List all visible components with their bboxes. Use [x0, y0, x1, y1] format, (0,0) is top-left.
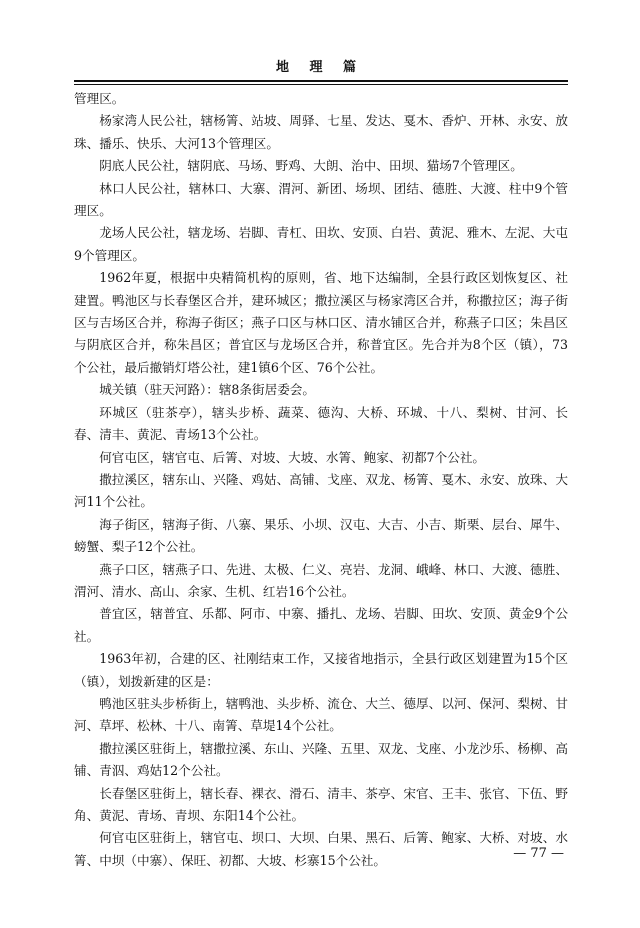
- paragraph: 何官屯区，辖官屯、后箐、对坡、大坡、水箐、鲍家、初都7个公社。: [99, 449, 486, 465]
- paragraph: 龙场人民公社，辖龙场、岩脚、青杠、田坎、安顶、白岩、黄泥、雅木、左泥、大屯9个管理区。: [74, 225, 568, 263]
- paragraph: 鸭池区驻头步桥街上，辖鸭池、头步桥、流仓、大兰、德厚、以河、保河、梨树、甘河、草坪、松林、十八、南箐、草堤14个公社。: [74, 695, 568, 734]
- paragraph: 海子街区，辖海子街、八寨、果乐、小坝、汉屯、大吉、小吉、斯栗、层台、犀牛、螃蟹、梨子12个公社。: [74, 516, 568, 555]
- paragraph: 城关镇（驻天河路）：辖8条街居委会。: [99, 382, 315, 398]
- paragraph: 杨家湾人民公社，辖杨箐、站坡、周驿、七星、发达、戛木、香炉、开林、永安、放珠、播乐、快乐、大河13个管理区。: [74, 113, 568, 151]
- body-text: [74, 88, 568, 872]
- paragraph: 撒拉溪区，辖东山、兴隆、鸡姑、高铺、戈座、双龙、杨箐、戛木、永安、放珠、大河11个公社。: [74, 471, 568, 510]
- paragraph: 撒拉溪区驻街上，辖撒拉溪、东山、兴隆、五里、双龙、戈座、小龙沙乐、杨柳、高铺、青泅、鸡姑12个公社。: [74, 740, 568, 779]
- paragraph: 长春堡区驻街上，辖长春、裸衣、滑石、清丰、茶亭、宋官、王丰、张官、下伍、野角、黄泥、青场、青坝、东阳14个公社。: [74, 785, 568, 823]
- paragraph: 林口人民公社，辖林口、大寨、渭河、新团、场坝、团结、德胜、大渡、柱中9个管理区。: [74, 180, 568, 219]
- paragraph: 阴底人民公社，辖阴底、马场、野鸡、大朗、治中、田坝、猫场7个管理区。: [99, 158, 523, 174]
- paragraph: 1963年初，合建的区、社刚结束工作，又接省地指示，全县行政区划建置为15个区（镇），划拨新建的区是：: [74, 651, 568, 689]
- page-number: — 77 —: [513, 846, 564, 861]
- paragraph: 何官屯区驻街上，辖官屯、坝口、大坝、白果、黑石、后箐、鲍家、大桥、对坡、水箐、中坝（中寨）、保旺、初都、大坡、杉寨15个公社。: [74, 830, 568, 868]
- paragraph: 普宜区，辖普宜、乐都、阿市、中寨、播扎、龙场、岩脚、田坎、安顶、黄金9个公社。: [74, 606, 568, 644]
- paragraph: 环城区（驻茶亭），辖头步桥、蔬菜、德沟、大桥、环城、十八、梨树、甘河、长春、清丰、黄泥、青场13个公社。: [74, 404, 568, 443]
- header-rule-thin: [74, 84, 568, 85]
- paragraph: 燕子口区，辖燕子口、先进、太极、仁义、亮岩、龙洞、峨峰、林口、大渡、德胜、渭河、清水、高山、余家、生机、红岩16个公社。: [74, 561, 568, 599]
- paragraph: 1962年夏，根据中央精简机构的原则，省、地下达编制，全县行政区划恢复区、社建置。鸭池区与长春堡区合并，建环城区；撒拉溪区与杨家湾区合并，称撒拉区；海子街区与吉场区合并，称海子街区；燕子口区与林口区、清水铺区合并，称燕子口区；朱昌区与阴底区合并，称朱昌区；普宜区与龙场区合并，称普宜区。先合并为8个区（镇），73个公社，最后撤销灯塔公社，建1镇6个区、76个公社。: [74, 270, 568, 375]
- header-rule-thick: [74, 80, 568, 82]
- running-header: 地 理 篇: [275, 60, 365, 75]
- paragraph: 管理区。: [74, 91, 125, 106]
